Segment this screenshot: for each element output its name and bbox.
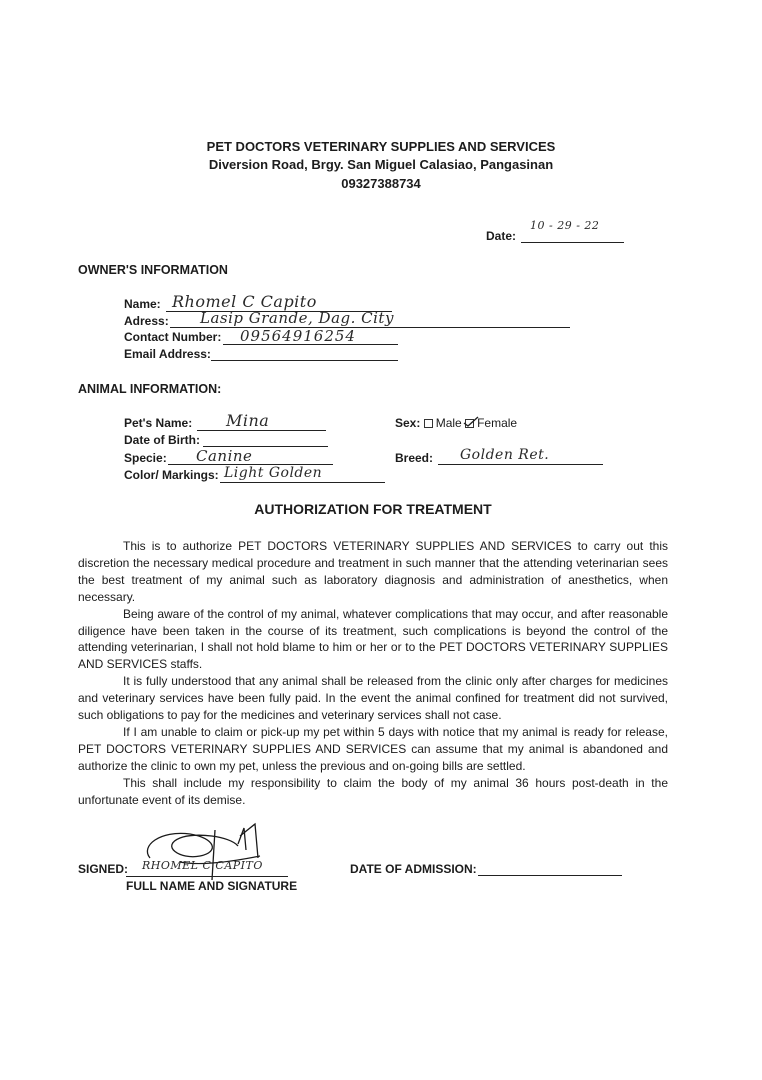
dob-label: Date of Birth:: [124, 433, 200, 447]
breed-label: Breed:: [395, 451, 434, 465]
owner-address-value[interactable]: Lasip Grande, Dag. City: [200, 309, 394, 327]
date-value[interactable]: 10 - 29 - 22: [530, 219, 600, 232]
date-of-admission-label: DATE OF ADMISSION:: [350, 862, 477, 876]
company-address: Diversion Road, Brgy. San Miguel Calasiao, Pangasinan: [208, 157, 554, 172]
owner-name-value[interactable]: Rhomel C Capito: [172, 292, 317, 311]
pet-name-value[interactable]: Mina: [226, 411, 270, 430]
owner-section-title: OWNER'S INFORMATION: [78, 263, 228, 277]
male-checkbox[interactable]: [424, 419, 433, 428]
specie-value[interactable]: Canine: [196, 447, 253, 465]
owner-email-line: [211, 360, 398, 361]
owner-email-label: Email Address:: [124, 347, 211, 361]
authorization-title: AUTHORIZATION FOR TREATMENT: [254, 501, 492, 517]
check-mark-icon: [463, 416, 479, 428]
authorization-paragraph: This shall include my responsibility to claim the body of my animal 36 hours post-death in the unfortunate event of its demise.: [78, 775, 668, 807]
owner-address-line: [170, 327, 570, 328]
owner-address-label: Adress:: [124, 314, 169, 328]
breed-line: [438, 464, 603, 465]
authorization-paragraph: This is to authorize PET DOCTORS VETERINARY SUPPLIES AND SERVICES to carry out this discretion the necessary medical procedure and treatment in such manner that the attending veterinarian sees the best treatment of my animal such as laboratory diagnosis and administration of anesthetics, when necessary.: [78, 539, 668, 604]
authorization-paragraph: If I am unable to claim or pick-up my pet within 5 days with notice that my animal is ready for release, PET DOCTORS VETERINARY SUPPLIES AND SERVICES can assume that my animal is abandoned and authorize the clinic to own my pet, unless the previous and on-going bills are settled.: [78, 724, 668, 773]
authorization-paragraph: Being aware of the control of my animal, whatever complications that may occur, and after reasonable diligence have been taken in the course of its treatment, such complications is beyond the control of the attending veterinarian, I shall not hold blame to him or her or to the PET DOCTORS VETERINARY SUPPLIES AND SERVICES staffs.: [78, 606, 668, 672]
date-label: Date:: [486, 229, 517, 243]
animal-section-title: ANIMAL INFORMATION:: [78, 382, 222, 396]
authorization-body: [78, 538, 668, 809]
owner-contact-label: Contact Number:: [124, 330, 222, 344]
signed-name-value[interactable]: RHOMEL C CAPITO: [142, 859, 263, 872]
color-line: [220, 482, 385, 483]
authorization-paragraph: It is fully understood that any animal shall be released from the clinic only after charges for medicines and veterinary services have been fully paid. In the event the animal confined for treatment did not survived, such obligations to pay for the medicines and veterinary services shall not case.: [78, 674, 668, 723]
company-name: PET DOCTORS VETERINARY SUPPLIES AND SERVICES: [206, 139, 556, 154]
company-phone: 09327388734: [341, 176, 421, 191]
pet-name-label: Pet's Name:: [124, 416, 193, 430]
specie-label: Specie:: [124, 451, 167, 465]
color-label: Color/ Markings:: [124, 468, 219, 482]
date-line: [521, 242, 624, 243]
sex-label: Sex:: [395, 416, 421, 430]
breed-value[interactable]: Golden Ret.: [460, 447, 550, 463]
sex-field: [395, 416, 517, 430]
female-option[interactable]: [465, 416, 517, 430]
pet-name-line: [197, 430, 326, 431]
owner-name-label: Name:: [124, 297, 161, 311]
male-option-label: Male: [435, 416, 462, 430]
signature-caption: FULL NAME AND SIGNATURE: [126, 879, 298, 893]
owner-contact-value[interactable]: 09564916254: [240, 327, 356, 345]
signature-line: [126, 876, 288, 877]
female-option-label: Female: [477, 416, 518, 430]
date-of-admission-line: [478, 875, 622, 876]
color-value[interactable]: Light Golden: [224, 465, 323, 481]
signed-label: SIGNED:: [78, 862, 129, 876]
